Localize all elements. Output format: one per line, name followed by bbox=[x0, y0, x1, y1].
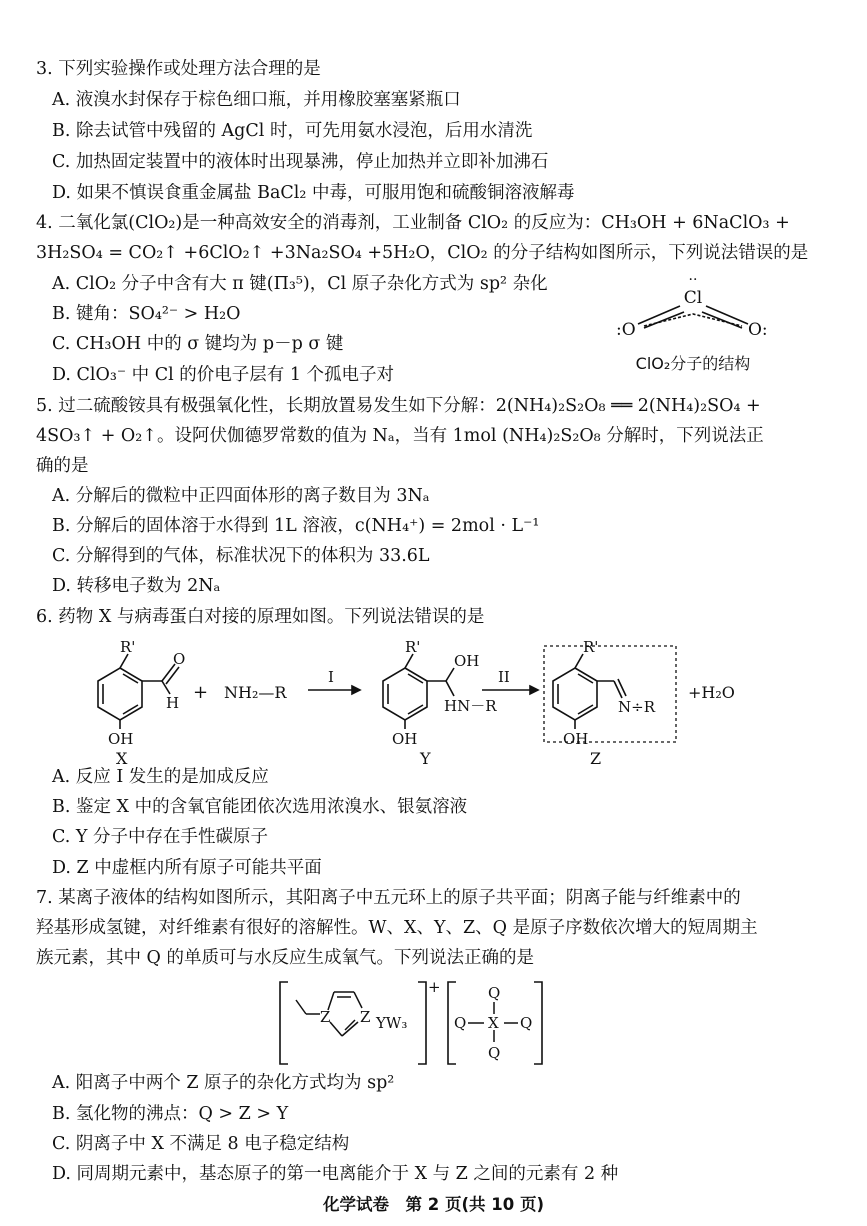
y-oh: OH bbox=[392, 730, 418, 748]
plus-sign: + bbox=[193, 682, 209, 703]
x-benzene-ring bbox=[98, 654, 179, 729]
z-dashed-box bbox=[544, 646, 676, 742]
q6-option-a: A. 反应 I 发生的是加成反应 bbox=[52, 767, 269, 787]
q4-option-b: B. 键角：SO₄²⁻ > H₂O bbox=[52, 304, 241, 324]
x-aldehyde-h: H bbox=[166, 694, 180, 712]
q3-option-b: B. 除去试管中残留的 AgCl 时，可先用氨水浸泡，后用水清洗 bbox=[52, 121, 533, 141]
q4-option-d: D. ClO₃⁻ 中 Cl 的价电子层有 1 个孤电子对 bbox=[52, 365, 395, 385]
x-oh: OH bbox=[108, 730, 134, 748]
anion-x-center: X bbox=[488, 1014, 499, 1032]
q5-option-d: D. 转移电子数为 2Nₐ bbox=[52, 576, 221, 596]
q3-stem: 3. 下列实验操作或处理方法合理的是 bbox=[36, 59, 321, 79]
y-r-prime: R' bbox=[405, 638, 421, 656]
y-benzene-ring bbox=[383, 654, 454, 729]
water-product: +H₂O bbox=[688, 683, 735, 702]
q3-option-c: C. 加热固定装置中的液体时出现暴沸，停止加热并立即补加沸石 bbox=[52, 152, 549, 172]
q4-stem-line2: 3H₂SO₄ = CO₂↑ +6ClO₂↑ +3Na₂SO₄ +5H₂O，ClO₂ 的分子结构如图所示，下列说法错误的是 bbox=[36, 243, 809, 263]
cation-z-right: Z bbox=[360, 1008, 371, 1026]
z-label: Z bbox=[590, 749, 602, 766]
cl-lone-pair-dots: ·· bbox=[688, 272, 698, 288]
q4-option-c: C. CH₃OH 中的 σ 键均为 p－p σ 键 bbox=[52, 334, 344, 354]
q6-option-c: C. Y 分子中存在手性碳原子 bbox=[52, 827, 269, 847]
q3-option-a: A. 液溴水封保存于棕色细口瓶，并用橡胶塞塞紧瓶口 bbox=[52, 90, 461, 110]
q7-option-b: B. 氢化物的沸点：Q > Z > Y bbox=[52, 1104, 289, 1124]
y-label: Y bbox=[420, 749, 431, 766]
x-r-prime: R' bbox=[120, 638, 136, 656]
q7-option-a: A. 阳离子中两个 Z 原子的杂化方式均为 sp² bbox=[52, 1073, 395, 1093]
arrow-step-2 bbox=[482, 686, 538, 694]
q7-stem-line3: 族元素，其中 Q 的单质可与水反应生成氧气。下列说法正确的是 bbox=[36, 948, 534, 968]
clo2-cl-atom: Cl bbox=[683, 288, 703, 308]
clo2-bonds bbox=[638, 306, 748, 328]
y-oh-top: OH bbox=[454, 652, 480, 670]
z-imine: N÷R bbox=[618, 698, 655, 716]
cation-z-left: Z bbox=[320, 1008, 331, 1026]
cation-charge: + bbox=[428, 978, 441, 996]
arrow-label-i: I bbox=[328, 668, 334, 686]
q6-option-b: B. 鉴定 X 中的含氧官能团依次选用浓溴水、银氨溶液 bbox=[52, 797, 468, 817]
arrow-step-1 bbox=[308, 686, 360, 694]
q5-option-c: C. 分解得到的气体，标准状况下的体积为 33.6L bbox=[52, 546, 430, 566]
z-benzene-ring bbox=[553, 654, 626, 729]
q3-option-d: D. 如果不慎误食重金属盐 BaCl₂ 中毒，可服用饱和硫酸铜溶液解毒 bbox=[52, 183, 575, 203]
q7-option-d: D. 同周期元素中，基态原子的第一电离能介于 X 与 Z 之间的元素有 2 种 bbox=[52, 1164, 619, 1184]
anion-q-bottom: Q bbox=[488, 1044, 501, 1062]
cation-yw3: YW₃ bbox=[376, 1014, 408, 1032]
q5-stem-line1: 5. 过二硫酸铵具有极强氧化性，长期放置易发生如下分解：2(NH₄)₂S₂O₈ ══ 2(NH₄)₂SO₄ + bbox=[36, 396, 761, 416]
anion-q-top: Q bbox=[488, 984, 501, 1002]
arrow-label-ii: II bbox=[498, 668, 510, 686]
anion-q-right: Q bbox=[520, 1014, 533, 1032]
clo2-structure-figure bbox=[608, 272, 788, 380]
y-hn-r: HN－R bbox=[444, 697, 497, 715]
clo2-o-left: :O bbox=[616, 320, 636, 340]
z-oh: OH bbox=[563, 730, 589, 748]
q6-stem: 6. 药物 X 与病毒蛋白对接的原理如图。下列说法错误的是 bbox=[36, 607, 485, 627]
z-r-prime: R' bbox=[583, 638, 599, 656]
q7-stem-line2: 羟基形成氢键，对纤维素有很好的溶解性。W、X、Y、Z、Q 是原子序数依次增大的短周期主 bbox=[36, 918, 758, 938]
amine-reagent: NH₂—R bbox=[224, 683, 287, 702]
ionic-liquid-structure bbox=[270, 978, 560, 1068]
x-aldehyde-o: O bbox=[173, 650, 186, 668]
q5-option-b: B. 分解后的固体溶于水得到 1L 溶液，c(NH₄⁺) = 2mol · L⁻¹ bbox=[52, 516, 540, 536]
q5-stem-line3: 确的是 bbox=[36, 456, 89, 476]
x-label: X bbox=[116, 749, 128, 766]
q5-stem-line2: 4SO₃↑ + O₂↑。设阿伏伽德罗常数的值为 Nₐ，当有 1mol (NH₄)₂S₂O₈ 分解时，下列说法正 bbox=[36, 426, 764, 446]
q6-reaction-scheme bbox=[80, 634, 760, 766]
page-footer: 化学试卷 第 2 页(共 10 页) bbox=[322, 1195, 544, 1214]
q5-option-a: A. 分解后的微粒中正四面体形的离子数目为 3Nₐ bbox=[52, 486, 430, 506]
q7-option-c: C. 阴离子中 X 不满足 8 电子稳定结构 bbox=[52, 1134, 350, 1154]
anion-q-left: Q bbox=[454, 1014, 467, 1032]
clo2-o-right: O: bbox=[748, 320, 768, 340]
q4-option-a: A. ClO₂ 分子中含有大 π 键(Π₃⁵)，Cl 原子杂化方式为 sp² 杂化 bbox=[52, 274, 548, 294]
q4-stem-line1: 4. 二氧化氯(ClO₂)是一种高效安全的消毒剂，工业制备 ClO₂ 的反应为：CH₃OH + 6NaClO₃ + bbox=[36, 213, 790, 233]
q7-stem-line1: 7. 某离子液体的结构如图所示，其阳离子中五元环上的原子共平面；阴离子能与纤维素中的 bbox=[36, 888, 741, 908]
clo2-caption: ClO₂分子的结构 bbox=[635, 354, 751, 373]
q6-option-d: D. Z 中虚框内所有原子可能共平面 bbox=[52, 858, 322, 878]
